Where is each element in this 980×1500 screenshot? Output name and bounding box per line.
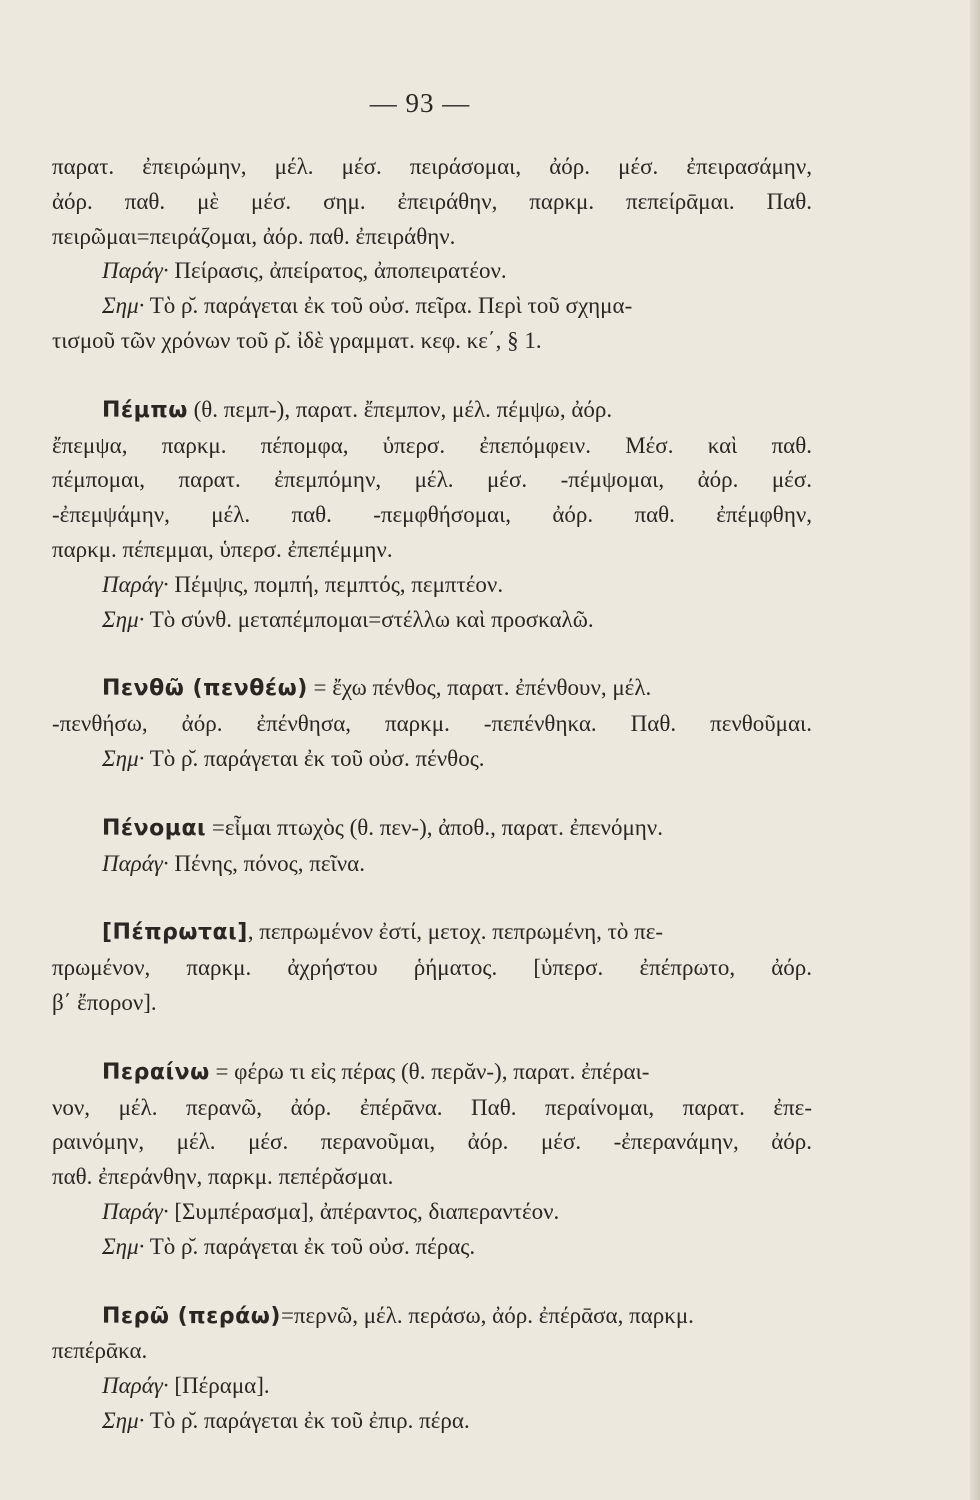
entry-head-line <box>52 1055 812 1091</box>
text-line: ἔπεμψα, παρκμ. πέπομφα, ὑπερσ. ἐπεπόμφειν. Μέσ. καὶ παθ. <box>52 432 812 458</box>
entry-peraino <box>52 1055 812 1265</box>
text-run: = ἔχω πένθος, παρατ. ἐπένθουν, μέλ. <box>307 675 652 701</box>
derivatives-label: Παράγ· <box>102 571 169 597</box>
text-line: -ἐπεμψάμην, μέλ. παθ. -πεμφθήσομαι, ἀόρ. παθ. ἐπέμφθην, <box>52 502 812 528</box>
note-line <box>52 603 812 638</box>
derivatives-line <box>52 254 812 289</box>
note-text: Τὸ ρ̆. παράγεται ἐκ τοῦ οὐσ. πένθος. <box>144 745 485 771</box>
note-line <box>52 1230 812 1265</box>
text-line: ραινόμην, μέλ. μέσ. περανοῦμαι, ἀόρ. μέσ. -ἐπερανάμην, ἀόρ. <box>52 1129 812 1155</box>
text-line: παρατ. ἐπειρώμην, μέλ. μέσ. πειράσομαι, ἀόρ. μέσ. ἐπειρασάμην, <box>52 154 812 179</box>
text-line: πέμπομαι, παρατ. ἐπεμπόμην, μέλ. μέσ. -πέμψομαι, ἀόρ. μέσ. <box>52 467 812 493</box>
derivatives-text: [Συμπέρασμα], ἀπέραντος, διαπεραντέον. <box>168 1198 560 1224</box>
headword: Πέμπω <box>102 397 188 423</box>
text-line: παρκμ. πέπεμμαι, ὑπερσ. ἐπεπέμμην. <box>52 536 393 562</box>
derivatives-text: [Πέραμα]. <box>168 1373 270 1399</box>
note-label: Σημ· <box>102 1233 145 1259</box>
note-line <box>52 742 812 777</box>
entry-pero <box>52 1299 812 1439</box>
note-text: Τὸ σύνθ. μεταπέμπομαι=στέλλω καὶ προσκαλῶ. <box>144 606 594 632</box>
headword: Πένομαι <box>102 815 207 841</box>
page-edge <box>970 0 980 1500</box>
text-line: πεπέρᾱκα. <box>52 1338 148 1364</box>
note-text: Τὸ ρ̆. παράγεται ἐκ τοῦ ἐπιρ. πέρα. <box>144 1407 470 1433</box>
note-line <box>52 1404 812 1439</box>
note-label: Σημ· <box>102 606 145 632</box>
dictionary-text <box>52 150 812 1439</box>
note-label: Σημ· <box>102 745 145 771</box>
entry-head-line <box>52 393 812 429</box>
derivatives-text: Πείρασις, ἀπείρατος, ἀποπειρατέον. <box>168 258 507 284</box>
entry-pempo <box>52 393 812 638</box>
text-line: -πενθήσω, ἀόρ. ἐπένθησα, παρκμ. -πεπένθηκα. Παθ. πενθοῦμαι. <box>52 711 812 737</box>
entry-penomai <box>52 811 812 882</box>
text-run: =περνῶ, μέλ. περάσω, ἀόρ. ἐπέρᾱσα, παρκμ. <box>280 1302 694 1328</box>
text-line: ἀόρ. παθ. μὲ μέσ. σημ. ἐπειράθην, παρκμ. πεπείρᾱμαι. Παθ. <box>52 188 812 214</box>
text-run: , πεπρωμένον ἐστί, μετοχ. πεπρωμένη, τὸ πε- <box>247 919 664 945</box>
text-line: παθ. ἐπεράνθην, παρκμ. πεπέρᾰσμαι. <box>52 1164 394 1190</box>
note-text: Τὸ ρ̆. παράγεται ἐκ τοῦ οὐσ. πεῖρα. Περὶ τοῦ σχημα- <box>144 293 633 319</box>
derivatives-text: Πένης, πόνος, πεῖνα. <box>168 850 365 876</box>
entry-continuation <box>52 150 812 359</box>
note-label: Σημ· <box>102 293 145 319</box>
note-label: Σημ· <box>102 1407 145 1433</box>
note-line <box>52 289 812 324</box>
text-run: (θ. πεμπ-), παρατ. ἔπεμπον, μέλ. πέμψω, ἀόρ. <box>187 396 613 422</box>
entry-head-line <box>52 1299 812 1335</box>
text-run: =εἶμαι πτωχὸς (θ. πεν-), ἀποθ., παρατ. ἐπενόμην. <box>206 814 663 840</box>
derivatives-label: Παράγ· <box>102 850 169 876</box>
derivatives-line <box>52 847 812 882</box>
entry-head-line <box>52 915 812 951</box>
headword: Περῶ (περάω) <box>102 1303 281 1329</box>
derivatives-line <box>52 1195 812 1230</box>
headword: [Πέπρωται] <box>102 920 248 946</box>
derivatives-line <box>52 1369 812 1404</box>
text-line: νον, μέλ. περανῶ, ἀόρ. ἐπέρᾱνα. Παθ. περαίνομαι, παρατ. ἐπε- <box>52 1094 812 1120</box>
derivatives-label: Παράγ· <box>102 1198 169 1224</box>
derivatives-label: Παράγ· <box>102 1373 169 1399</box>
text-line: β΄ ἔπορον]. <box>52 989 157 1015</box>
derivatives-text: Πέμψις, πομπή, πεμπτός, πεμπτέον. <box>168 571 504 597</box>
derivatives-line <box>52 568 812 603</box>
headword: Πενθῶ (πενθέω) <box>102 676 308 702</box>
headword: Περαίνω <box>102 1059 210 1085</box>
entry-head-line <box>52 671 812 707</box>
text-line: πρωμένον, παρκμ. ἀχρήστου ῥήματος. [ὑπερσ. ἐπέπρωτο, ἀόρ. <box>52 955 812 981</box>
entry-head-line <box>52 811 812 847</box>
text-line: τισμοῦ τῶν χρόνων τοῦ ρ̆. ἰδὲ γραμματ. κεφ. κε΄, § 1. <box>52 327 542 353</box>
entry-pentho <box>52 671 812 776</box>
derivatives-label: Παράγ· <box>102 258 169 284</box>
text-line: πειρῶμαι=πειράζομαι, ἀόρ. παθ. ἐπειράθην. <box>52 223 456 249</box>
entry-peprotai <box>52 915 812 1020</box>
note-text: Τὸ ρ̆. παράγεται ἐκ τοῦ οὐσ. πέρας. <box>144 1233 476 1259</box>
page-number: — 93 — <box>369 88 471 118</box>
text-run: = φέρω τι εἰς πέρας (θ. περᾰν-), παρατ. ἐπέραι- <box>209 1058 650 1084</box>
